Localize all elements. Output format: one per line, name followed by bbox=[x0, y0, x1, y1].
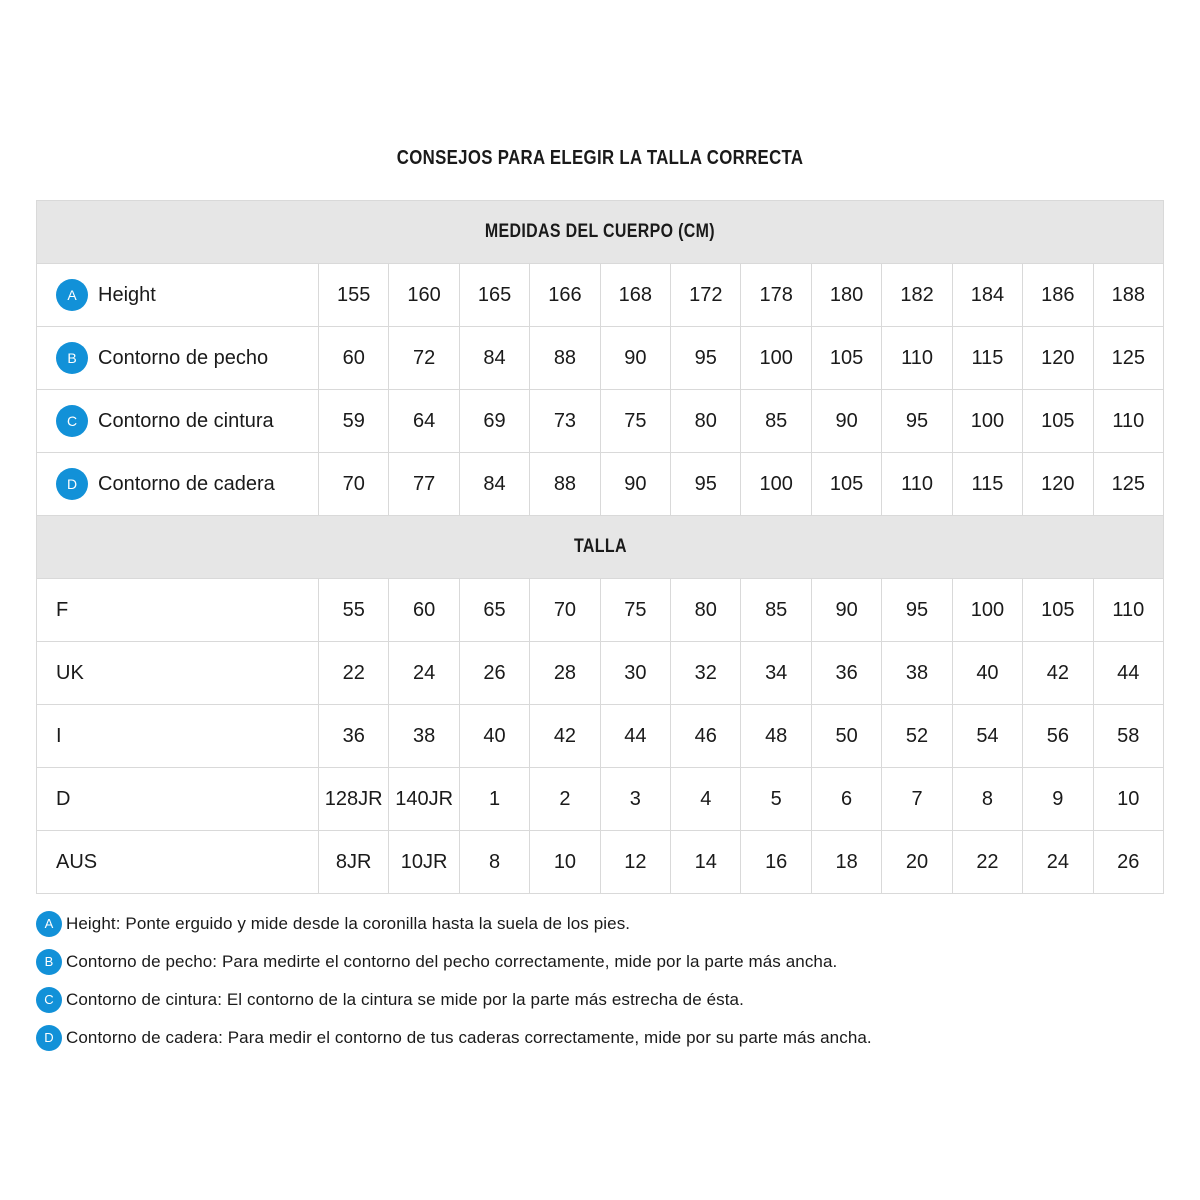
size-cell: 182 bbox=[882, 264, 951, 326]
row-label bbox=[37, 705, 318, 767]
size-cell: 44 bbox=[601, 705, 670, 767]
size-cell: 110 bbox=[882, 453, 951, 515]
footnote bbox=[36, 1024, 872, 1051]
letter-badge: D bbox=[36, 1025, 62, 1051]
row-label-text: Height bbox=[98, 283, 156, 306]
row-label-text: D bbox=[56, 787, 71, 810]
row-label bbox=[37, 579, 318, 641]
size-cell: 3 bbox=[601, 768, 670, 830]
section-header bbox=[37, 201, 1163, 263]
size-cell: 32 bbox=[671, 642, 740, 704]
size-cell: 95 bbox=[671, 453, 740, 515]
size-cell: 24 bbox=[1023, 831, 1092, 893]
size-cell: 36 bbox=[812, 642, 881, 704]
size-cell: 46 bbox=[671, 705, 740, 767]
size-cell: 42 bbox=[530, 705, 599, 767]
letter-badge: A bbox=[56, 279, 88, 311]
size-cell: 180 bbox=[812, 264, 881, 326]
size-cell: 14 bbox=[671, 831, 740, 893]
row-label bbox=[37, 453, 318, 515]
letter-badge: A bbox=[36, 911, 62, 937]
size-cell: 100 bbox=[953, 579, 1022, 641]
size-cell: 8JR bbox=[319, 831, 388, 893]
size-cell: 70 bbox=[530, 579, 599, 641]
size-cell: 10 bbox=[1094, 768, 1163, 830]
size-cell: 165 bbox=[460, 264, 529, 326]
size-cell: 73 bbox=[530, 390, 599, 452]
size-cell: 6 bbox=[812, 768, 881, 830]
size-cell: 100 bbox=[741, 453, 810, 515]
size-cell: 90 bbox=[601, 327, 670, 389]
size-cell: 186 bbox=[1023, 264, 1092, 326]
footnote-text: Contorno de pecho: Para medirte el contorno del pecho correctamente, mide por la parte más ancha. bbox=[66, 951, 838, 971]
size-cell: 5 bbox=[741, 768, 810, 830]
size-cell: 77 bbox=[389, 453, 458, 515]
size-cell: 88 bbox=[530, 327, 599, 389]
size-cell: 26 bbox=[1094, 831, 1163, 893]
size-cell: 40 bbox=[953, 642, 1022, 704]
size-cell: 52 bbox=[882, 705, 951, 767]
size-cell: 44 bbox=[1094, 642, 1163, 704]
size-cell: 50 bbox=[812, 705, 881, 767]
size-cell: 84 bbox=[460, 327, 529, 389]
footnote-text: Height: Ponte erguido y mide desde la coronilla hasta la suela de los pies. bbox=[66, 913, 631, 933]
size-cell: 110 bbox=[1094, 390, 1163, 452]
size-cell: 100 bbox=[953, 390, 1022, 452]
size-cell: 80 bbox=[671, 579, 740, 641]
size-cell: 110 bbox=[882, 327, 951, 389]
size-cell: 8 bbox=[953, 768, 1022, 830]
size-cell: 65 bbox=[460, 579, 529, 641]
size-cell: 105 bbox=[812, 453, 881, 515]
size-cell: 22 bbox=[319, 642, 388, 704]
section-header-text: TALLA bbox=[573, 536, 627, 557]
size-cell: 38 bbox=[389, 705, 458, 767]
size-cell: 4 bbox=[671, 768, 740, 830]
section-header bbox=[37, 516, 1163, 578]
size-cell: 160 bbox=[389, 264, 458, 326]
row-label bbox=[37, 390, 318, 452]
size-cell: 85 bbox=[741, 579, 810, 641]
row-label bbox=[37, 831, 318, 893]
row-label-text: Contorno de cintura bbox=[98, 409, 274, 432]
letter-badge: D bbox=[56, 468, 88, 500]
footnotes bbox=[36, 910, 872, 1062]
size-cell: 20 bbox=[882, 831, 951, 893]
letter-badge: B bbox=[36, 949, 62, 975]
size-cell: 48 bbox=[741, 705, 810, 767]
size-cell: 90 bbox=[812, 390, 881, 452]
size-cell: 110 bbox=[1094, 579, 1163, 641]
row-label bbox=[37, 264, 318, 326]
size-cell: 75 bbox=[601, 579, 670, 641]
size-cell: 2 bbox=[530, 768, 599, 830]
size-cell: 40 bbox=[460, 705, 529, 767]
size-cell: 54 bbox=[953, 705, 1022, 767]
row-label-text: I bbox=[56, 724, 62, 747]
size-cell: 90 bbox=[601, 453, 670, 515]
row-label bbox=[37, 642, 318, 704]
row-label bbox=[37, 327, 318, 389]
size-cell: 100 bbox=[741, 327, 810, 389]
row-label-text: Contorno de cadera bbox=[98, 472, 275, 495]
size-cell: 115 bbox=[953, 327, 1022, 389]
page-title-text: CONSEJOS PARA ELEGIR LA TALLA CORRECTA bbox=[396, 147, 804, 169]
row-label-text: F bbox=[56, 598, 69, 621]
size-cell: 85 bbox=[741, 390, 810, 452]
size-cell: 168 bbox=[601, 264, 670, 326]
letter-badge: C bbox=[56, 405, 88, 437]
size-cell: 42 bbox=[1023, 642, 1092, 704]
size-cell: 95 bbox=[671, 327, 740, 389]
footnote-text: Contorno de cintura: El contorno de la cintura se mide por la parte más estrecha de ésta. bbox=[66, 989, 744, 1009]
size-cell: 88 bbox=[530, 453, 599, 515]
size-cell: 24 bbox=[389, 642, 458, 704]
size-cell: 26 bbox=[460, 642, 529, 704]
size-cell: 34 bbox=[741, 642, 810, 704]
size-cell: 7 bbox=[882, 768, 951, 830]
size-cell: 155 bbox=[319, 264, 388, 326]
size-cell: 184 bbox=[953, 264, 1022, 326]
size-cell: 36 bbox=[319, 705, 388, 767]
size-cell: 84 bbox=[460, 453, 529, 515]
size-cell: 1 bbox=[460, 768, 529, 830]
row-label-text: Contorno de pecho bbox=[98, 346, 269, 369]
size-cell: 95 bbox=[882, 579, 951, 641]
size-cell: 56 bbox=[1023, 705, 1092, 767]
size-cell: 60 bbox=[389, 579, 458, 641]
size-cell: 8 bbox=[460, 831, 529, 893]
size-cell: 38 bbox=[882, 642, 951, 704]
size-cell: 28 bbox=[530, 642, 599, 704]
size-cell: 95 bbox=[882, 390, 951, 452]
size-cell: 172 bbox=[671, 264, 740, 326]
size-cell: 105 bbox=[1023, 579, 1092, 641]
size-cell: 120 bbox=[1023, 453, 1092, 515]
size-cell: 188 bbox=[1094, 264, 1163, 326]
size-cell: 105 bbox=[812, 327, 881, 389]
size-cell: 166 bbox=[530, 264, 599, 326]
footnote bbox=[36, 948, 872, 975]
letter-badge: B bbox=[56, 342, 88, 374]
size-table bbox=[36, 200, 1164, 894]
size-cell: 120 bbox=[1023, 327, 1092, 389]
size-cell: 18 bbox=[812, 831, 881, 893]
footnote-text: Contorno de cadera: Para medir el contorno de tus caderas correctamente, mide por su parte más ancha. bbox=[66, 1027, 872, 1047]
size-cell: 75 bbox=[601, 390, 670, 452]
size-cell: 58 bbox=[1094, 705, 1163, 767]
size-cell: 59 bbox=[319, 390, 388, 452]
row-label-text: UK bbox=[56, 661, 84, 684]
letter-badge: C bbox=[36, 987, 62, 1013]
size-cell: 64 bbox=[389, 390, 458, 452]
page-title bbox=[0, 147, 1200, 170]
size-cell: 125 bbox=[1094, 453, 1163, 515]
footnote bbox=[36, 910, 872, 937]
row-label bbox=[37, 768, 318, 830]
size-cell: 69 bbox=[460, 390, 529, 452]
size-cell: 70 bbox=[319, 453, 388, 515]
size-cell: 128JR bbox=[319, 768, 388, 830]
size-cell: 55 bbox=[319, 579, 388, 641]
size-cell: 9 bbox=[1023, 768, 1092, 830]
size-cell: 60 bbox=[319, 327, 388, 389]
size-cell: 105 bbox=[1023, 390, 1092, 452]
size-cell: 30 bbox=[601, 642, 670, 704]
size-cell: 140JR bbox=[389, 768, 458, 830]
size-cell: 16 bbox=[741, 831, 810, 893]
footnote bbox=[36, 986, 872, 1013]
size-cell: 115 bbox=[953, 453, 1022, 515]
size-cell: 125 bbox=[1094, 327, 1163, 389]
size-cell: 178 bbox=[741, 264, 810, 326]
row-label-text: AUS bbox=[56, 850, 98, 873]
size-cell: 80 bbox=[671, 390, 740, 452]
size-cell: 90 bbox=[812, 579, 881, 641]
size-cell: 22 bbox=[953, 831, 1022, 893]
size-cell: 10 bbox=[530, 831, 599, 893]
section-header-text: MEDIDAS DEL CUERPO (CM) bbox=[484, 221, 715, 242]
size-cell: 72 bbox=[389, 327, 458, 389]
size-cell: 10JR bbox=[389, 831, 458, 893]
size-cell: 12 bbox=[601, 831, 670, 893]
